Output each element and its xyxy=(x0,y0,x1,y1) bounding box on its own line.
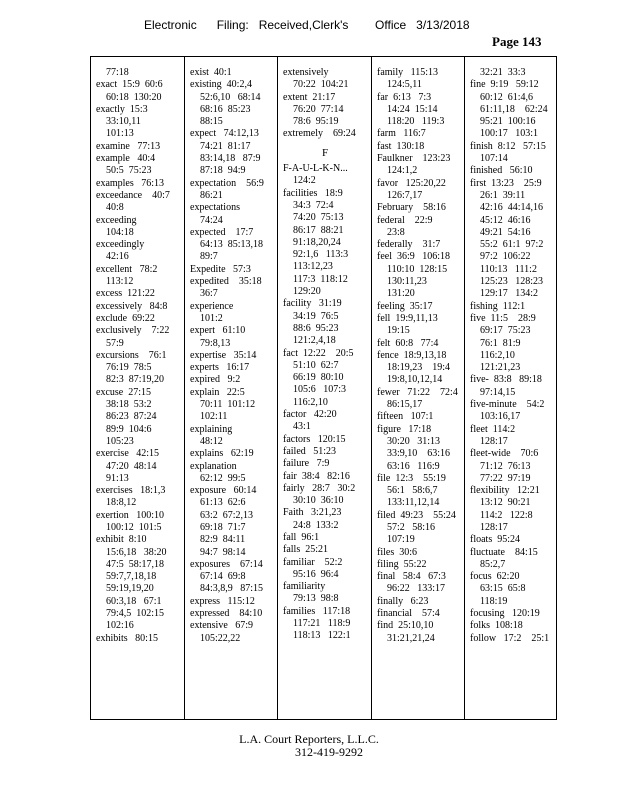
index-column-4 xyxy=(371,57,464,719)
index-entry-continuation: 42:16 44:14,16 xyxy=(480,202,544,214)
index-entry: explaining xyxy=(190,423,233,435)
index-entry-continuation: 104:18 xyxy=(106,226,134,238)
index-entry-continuation: 125:23 128:23 xyxy=(480,276,544,288)
index-entry: five-minute 54:2 xyxy=(470,399,545,411)
index-entry: factor 42:20 xyxy=(283,409,337,421)
index-entry: fall 96:1 xyxy=(283,531,320,543)
index-entry: far 6:13 7:3 xyxy=(377,91,432,103)
index-entry: fine 9:19 59:12 xyxy=(470,79,539,91)
index-entry-continuation: 82:3 87:19,20 xyxy=(106,374,165,386)
index-entry-continuation: 56:1 58:6,7 xyxy=(387,485,438,497)
index-entry-continuation: 110:13 111:2 xyxy=(480,263,537,275)
index-entry: exposures 67:14 xyxy=(190,558,263,570)
index-entry-continuation: 55:2 61:1 97:2 xyxy=(480,239,544,251)
index-entry: examine 77:13 xyxy=(96,140,161,152)
index-entry: exclusively 7:22 xyxy=(96,325,170,337)
index-entry-continuation: 70:11 101:12 xyxy=(200,399,256,411)
index-entry-continuation: 101:2 xyxy=(200,312,223,324)
index-entry-continuation: 118:19 xyxy=(480,595,508,607)
index-entry-continuation: 117:3 118:12 xyxy=(293,273,348,285)
index-entry-continuation: 113:12,23 xyxy=(293,261,333,273)
index-entry: facilities 18:9 xyxy=(283,187,343,199)
index-entry-continuation: 50:5 75:23 xyxy=(106,165,152,177)
index-entry-continuation: 57:2 58:16 xyxy=(387,521,436,533)
index-entry: facility 31:19 xyxy=(283,298,342,310)
index-entry-continuation: 76:19 78:5 xyxy=(106,362,152,374)
index-entry-continuation: 19:8,10,12,14 xyxy=(387,374,443,386)
index-entry-continuation: 79:4,5 102:15 xyxy=(106,608,165,620)
index-entry-continuation: 102:11 xyxy=(200,411,228,423)
index-entry-continuation: 86:17 88:21 xyxy=(293,224,344,236)
index-entry-continuation: 124:2 xyxy=(293,175,316,187)
index-entry-continuation: 74:20 75:13 xyxy=(293,212,344,224)
filing-stamp-header: Electronic Filing: Received,Clerk's Office 3/13/2018 xyxy=(144,18,470,32)
index-entry-continuation: 63:16 116:9 xyxy=(387,460,440,472)
index-entry-continuation: 96:22 133:17 xyxy=(387,583,446,595)
index-entry-continuation: 67:14 69:8 xyxy=(200,571,246,583)
index-entry: explain 22:5 xyxy=(190,386,245,398)
index-entry-continuation: 36:7 xyxy=(200,288,218,300)
index-entry: excessively 84:8 xyxy=(96,300,168,312)
index-entry: focus 62:20 xyxy=(470,571,520,583)
index-entry-continuation: 52:6,10 68:14 xyxy=(200,91,261,103)
index-entry: finished 56:10 xyxy=(470,165,533,177)
index-entry: express 115:12 xyxy=(190,595,255,607)
index-column-1 xyxy=(91,57,184,719)
index-entry: excellent 78:2 xyxy=(96,263,158,275)
index-entry-continuation: 69:18 71:7 xyxy=(200,521,246,533)
index-entry: February 58:16 xyxy=(377,202,446,214)
index-entry: finish 8:12 57:15 xyxy=(470,140,546,152)
index-entry: fifteen 107:1 xyxy=(377,411,434,423)
index-entry-continuation: 59:19,19,20 xyxy=(106,583,154,595)
index-entry-continuation: 128:17 xyxy=(480,435,508,447)
index-entry-continuation: 97:14,15 xyxy=(480,386,516,398)
index-entry-continuation: 102:16 xyxy=(106,620,134,632)
index-entry: Expedite 57:3 xyxy=(190,263,251,275)
index-entry-continuation: 40:8 xyxy=(106,202,124,214)
index-entry-continuation: 30:20 31:13 xyxy=(387,435,441,447)
index-entry: exist 40:1 xyxy=(190,67,232,78)
index-entry-continuation: 100:12 101:5 xyxy=(106,521,162,533)
index-entry-continuation: 26:1 39:11 xyxy=(480,189,526,201)
index-entry-continuation: 74:21 81:17 xyxy=(200,140,251,152)
index-entry: folks 108:18 xyxy=(470,620,523,632)
index-entry: favor 125:20,22 xyxy=(377,177,446,189)
index-entry: expectation 56:9 xyxy=(190,177,264,189)
index-entry-continuation: 69:17 75:23 xyxy=(480,325,531,337)
index-entry-continuation: 121:2,4,18 xyxy=(293,335,336,347)
index-entry: excursions 76:1 xyxy=(96,349,167,361)
index-entry-continuation: 76:20 77:14 xyxy=(293,103,344,115)
index-entry: exertion 100:10 xyxy=(96,509,165,521)
index-entry-continuation: 114:2 122:8 xyxy=(480,509,533,521)
index-entry-continuation: 59:7,7,18,18 xyxy=(106,571,157,583)
index-entry-continuation: 19:15 xyxy=(387,325,410,337)
index-entry-continuation: 92:1,6 113:3 xyxy=(293,249,349,261)
index-entry-continuation: 118:20 119:3 xyxy=(387,116,445,128)
index-entry-continuation: 48:12 xyxy=(200,435,223,447)
index-entry: excuse 27:15 xyxy=(96,386,151,398)
index-entry: fleet-wide 70:6 xyxy=(470,448,539,460)
index-entry: explains 62:19 xyxy=(190,448,254,460)
index-entry-continuation: 60:18 130:20 xyxy=(106,91,162,103)
index-entry-continuation: 91:18,20,24 xyxy=(293,236,341,248)
index-entry-continuation: 57:9 xyxy=(106,337,124,349)
index-entry-continuation: 95:16 96:4 xyxy=(293,568,339,580)
word-index-table xyxy=(90,56,557,720)
index-entry-continuation: 38:18 53:2 xyxy=(106,399,152,411)
index-entry-continuation: 71:12 76:13 xyxy=(480,460,531,472)
index-entry-continuation: 129:17 134:2 xyxy=(480,288,539,300)
index-entry: expressed 84:10 xyxy=(190,608,263,620)
index-entry-continuation: 34:19 76:5 xyxy=(293,310,339,322)
court-reporter-phone: 312-419-9292 xyxy=(295,745,363,759)
index-entry-continuation: 88:6 95:23 xyxy=(293,322,339,334)
index-entry-continuation: 105:23 xyxy=(106,435,134,447)
index-entry-continuation: 51:10 62:7 xyxy=(293,359,339,371)
index-entry-continuation: 133:11,12,14 xyxy=(387,497,440,509)
index-entry: exercise 42:15 xyxy=(96,448,160,460)
index-entry-continuation: 23:8 xyxy=(387,226,405,238)
index-entry-continuation: 60:3,18 67:1 xyxy=(106,595,162,607)
index-entry-continuation: 87:18 94:9 xyxy=(200,165,246,177)
index-entry-continuation: 45:12 46:16 xyxy=(480,214,531,226)
index-entry-continuation: 83:14,18 87:9 xyxy=(200,153,261,165)
index-entry: find 25:10,10 xyxy=(377,620,434,632)
index-entry: extent 21:17 xyxy=(283,91,336,103)
index-entry: excess 121:22 xyxy=(96,288,155,300)
index-entry-continuation: 66:19 80:10 xyxy=(293,372,344,384)
index-entry: expertise 35:14 xyxy=(190,349,257,361)
section-letter-heading: F xyxy=(321,146,329,159)
index-entry-continuation: 32:21 33:3 xyxy=(480,67,526,78)
index-entry-continuation: 124:5,11 xyxy=(387,79,422,91)
index-entry-continuation: 64:13 85:13,18 xyxy=(200,239,264,251)
index-entry: expert 61:10 xyxy=(190,325,246,337)
index-entry: failure 7:9 xyxy=(283,458,330,470)
index-entry: example 40:4 xyxy=(96,153,156,165)
index-entry: flexibility 12:21 xyxy=(470,485,540,497)
index-entry-continuation: 76:1 81:9 xyxy=(480,337,521,349)
index-entry: expectations xyxy=(190,202,240,214)
index-entry-continuation: 14:24 15:14 xyxy=(387,103,438,115)
index-entry-continuation: 126:7,17 xyxy=(387,189,423,201)
index-entry: feel 36:9 106:18 xyxy=(377,251,451,263)
index-entry: fleet 114:2 xyxy=(470,423,516,435)
index-entry: fluctuate 84:15 xyxy=(470,546,538,558)
index-entry-continuation: 121:21,23 xyxy=(480,362,521,374)
index-entry-continuation: 128:17 xyxy=(480,521,508,533)
index-entry: factors 120:15 xyxy=(283,433,346,445)
index-entry-continuation: 77:22 97:19 xyxy=(480,472,531,484)
index-entry-continuation: 94:7 98:14 xyxy=(200,546,246,558)
index-entry-continuation: 33:10,11 xyxy=(106,116,141,128)
index-entry-continuation: 47:5 58:17,18 xyxy=(106,558,165,570)
index-entry: fishing 112:1 xyxy=(470,300,526,312)
index-entry-continuation: 131:20 xyxy=(387,288,415,300)
index-entry: farm 116:7 xyxy=(377,128,426,140)
index-entry-continuation: 79:8,13 xyxy=(200,337,231,349)
index-entry-continuation: 107:19 xyxy=(387,534,415,546)
court-reporter-name: L.A. Court Reporters, L.L.C. xyxy=(239,732,379,746)
index-entry: familiarity xyxy=(283,581,326,593)
index-entry: fewer 71:22 72:4 xyxy=(377,386,458,398)
index-entry-continuation: 85:2,7 xyxy=(480,558,506,570)
index-entry: F-A-U-L-K-N... xyxy=(283,163,348,175)
index-entry: federal 22:9 xyxy=(377,214,433,226)
index-entry-continuation: 105:6 107:3 xyxy=(293,384,347,396)
index-entry: existing 40:2,4 xyxy=(190,79,252,91)
index-entry-continuation: 78:6 95:19 xyxy=(293,116,339,128)
index-entry-continuation: 61:13 62:6 xyxy=(200,497,246,509)
index-entry-continuation: 31:21,21,24 xyxy=(387,632,435,644)
index-entry-continuation: 62:12 99:5 xyxy=(200,472,246,484)
index-entry: examples 76:13 xyxy=(96,177,165,189)
index-entry-continuation: 107:14 xyxy=(480,153,508,165)
index-entry: family 115:13 xyxy=(377,67,439,78)
index-entry: failed 51:23 xyxy=(283,445,337,457)
index-entry: falls 25:21 xyxy=(283,544,328,556)
index-column-2 xyxy=(184,57,277,719)
index-entry: follow 17:2 25:1 xyxy=(470,632,550,644)
index-entry: expected 17:7 xyxy=(190,226,254,238)
index-entry-continuation: 15:6,18 38:20 xyxy=(106,546,167,558)
index-entry: exhibits 80:15 xyxy=(96,632,158,644)
index-entry: figure 17:18 xyxy=(377,423,432,435)
index-entry: fell 19:9,11,13 xyxy=(377,312,438,324)
index-entry-continuation: 61:11,18 62:24 xyxy=(480,103,548,115)
index-entry: felt 60:8 77:4 xyxy=(377,337,439,349)
index-entry: five 11:5 28:9 xyxy=(470,312,536,324)
index-entry-continuation: 77:18 xyxy=(106,67,129,78)
index-entry-continuation: 63:15 65:8 xyxy=(480,583,526,595)
index-entry-continuation: 91:13 xyxy=(106,472,129,484)
index-entry-continuation: 89:9 104:6 xyxy=(106,423,152,435)
index-entry: floats 95:24 xyxy=(470,534,520,546)
index-entry-continuation: 79:13 98:8 xyxy=(293,593,339,605)
index-entry-continuation: 82:9 84:11 xyxy=(200,534,246,546)
index-column-5 xyxy=(464,57,558,719)
index-entry-continuation: 74:24 xyxy=(200,214,223,226)
index-entry-continuation: 97:2 106:22 xyxy=(480,251,531,263)
index-entry-continuation: 118:13 122:1 xyxy=(293,630,351,642)
index-entry: expect 74:12,13 xyxy=(190,128,259,140)
index-entry-continuation: 18:19,23 19:4 xyxy=(387,362,451,374)
index-entry: exposure 60:14 xyxy=(190,485,257,497)
index-entry-continuation: 103:16,17 xyxy=(480,411,521,423)
index-entry: first 13:23 25:9 xyxy=(470,177,542,189)
index-entry-continuation: 47:20 48:14 xyxy=(106,460,157,472)
index-entry: exceedance 40:7 xyxy=(96,189,170,201)
index-entry-continuation: 89:7 xyxy=(200,251,218,263)
index-entry-continuation: 13:12 90:21 xyxy=(480,497,531,509)
index-entry-continuation: 130:11,23 xyxy=(387,276,427,288)
page-number: Page 143 xyxy=(492,34,542,49)
index-entry: filed 49:23 55:24 xyxy=(377,509,456,521)
index-entry: Faulkner 123:23 xyxy=(377,153,451,165)
index-entry-continuation: 68:16 85:23 xyxy=(200,103,251,115)
index-entry-continuation: 30:10 36:10 xyxy=(293,495,344,507)
index-entry-continuation: 70:22 104:21 xyxy=(293,79,349,91)
index-entry-continuation: 49:21 54:16 xyxy=(480,226,531,238)
index-entry: families 117:18 xyxy=(283,605,351,617)
index-entry-continuation: 101:13 xyxy=(106,128,134,140)
index-entry-continuation: 33:9,10 63:16 xyxy=(387,448,451,460)
index-entry-continuation: 24:8 133:2 xyxy=(293,519,339,531)
index-entry: exercises 18:1,3 xyxy=(96,485,166,497)
index-entry: familiar 52:2 xyxy=(283,556,343,568)
index-entry: experience xyxy=(190,300,234,312)
index-entry: five- 83:8 89:18 xyxy=(470,374,542,386)
index-entry: fast 130:18 xyxy=(377,140,425,152)
index-entry: extensive 67:9 xyxy=(190,620,254,632)
index-entry: fact 12:22 20:5 xyxy=(283,347,354,359)
index-entry-continuation: 88:15 xyxy=(200,116,223,128)
index-entry: extensively xyxy=(283,67,329,78)
index-entry-continuation: 63:2 67:2,13 xyxy=(200,509,254,521)
index-entry-continuation: 124:1,2 xyxy=(387,165,418,177)
index-entry: filing 55:22 xyxy=(377,558,427,570)
index-entry-continuation: 110:10 128:15 xyxy=(387,263,448,275)
index-entry-continuation: 95:21 100:16 xyxy=(480,116,536,128)
index-entry-continuation: 86:15,17 xyxy=(387,399,423,411)
index-entry-continuation: 105:22,22 xyxy=(200,632,241,644)
index-entry: federally 31:7 xyxy=(377,239,441,251)
index-entry-continuation: 43:1 xyxy=(293,421,311,433)
index-entry-continuation: 34:3 72:4 xyxy=(293,199,334,211)
index-entry-continuation: 86:23 87:24 xyxy=(106,411,157,423)
index-entry: exactly 15:3 xyxy=(96,103,148,115)
index-entry-continuation: 117:21 118:9 xyxy=(293,618,351,630)
index-entry: fence 18:9,13,18 xyxy=(377,349,447,361)
index-entry: finally 6:23 xyxy=(377,595,429,607)
index-entry-continuation: 100:17 103:1 xyxy=(480,128,539,140)
index-entry-continuation: 18:8,12 xyxy=(106,497,137,509)
index-entry: exact 15:9 60:6 xyxy=(96,79,163,91)
index-entry-continuation: 42:16 xyxy=(106,251,129,263)
index-entry: fair 38:4 82:16 xyxy=(283,470,350,482)
index-entry: focusing 120:19 xyxy=(470,608,540,620)
index-entry: expedited 35:18 xyxy=(190,276,262,288)
index-entry: exclude 69:22 xyxy=(96,312,155,324)
footer xyxy=(0,733,618,759)
index-entry: extremely 69:24 xyxy=(283,128,356,140)
index-entry: experts 16:17 xyxy=(190,362,250,374)
index-entry: expired 9:2 xyxy=(190,374,241,386)
index-column-3 xyxy=(277,57,370,719)
index-entry: fairly 28:7 30:2 xyxy=(283,482,356,494)
index-entry-continuation: 86:21 xyxy=(200,189,223,201)
index-entry: Faith 3:21,23 xyxy=(283,507,342,519)
index-entry: exhibit 8:10 xyxy=(96,534,147,546)
index-entry: file 12:3 55:19 xyxy=(377,472,446,484)
index-entry: feeling 35:17 xyxy=(377,300,433,312)
index-entry-continuation: 116:2,10 xyxy=(480,349,515,361)
index-entry-continuation: 129:20 xyxy=(293,286,321,298)
index-entry: exceeding xyxy=(96,214,137,226)
index-entry-continuation: 113:12 xyxy=(106,276,134,288)
index-entry-continuation: 84:3,8,9 87:15 xyxy=(200,583,264,595)
index-entry: files 30:6 xyxy=(377,546,417,558)
index-entry-continuation: 116:2,10 xyxy=(293,396,328,408)
index-entry: final 58:4 67:3 xyxy=(377,571,446,583)
index-entry-continuation: 60:12 61:4,6 xyxy=(480,91,534,103)
index-entry: explanation xyxy=(190,460,237,472)
index-entry: financial 57:4 xyxy=(377,608,440,620)
index-entry: exceedingly xyxy=(96,239,145,251)
